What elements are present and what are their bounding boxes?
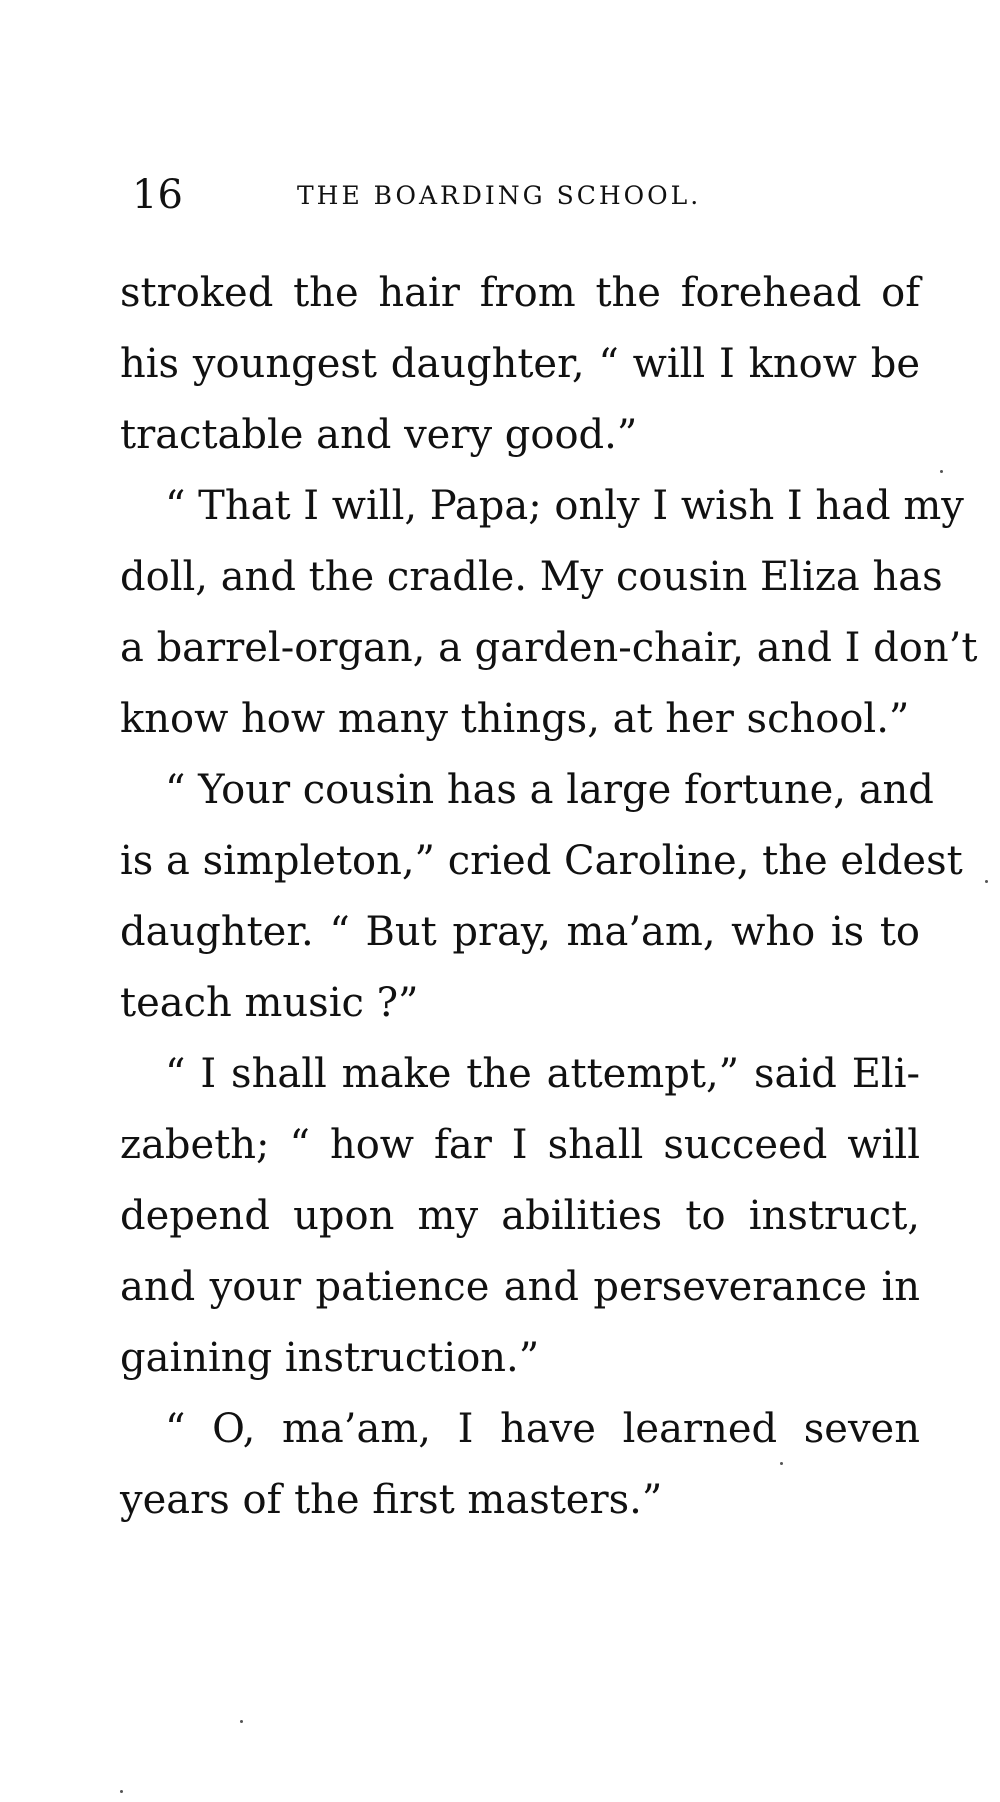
text-line: and your patience and perseverance in <box>120 1264 920 1310</box>
text-line: “ O, ma’am, I have learned seven <box>165 1406 920 1452</box>
paper-speck <box>985 880 988 883</box>
text-line: stroked the hair from the forehead of <box>120 270 920 316</box>
paper-speck <box>780 1462 783 1465</box>
text-line: know how many things, at her school.” <box>120 696 910 742</box>
text-line: a barrel-organ, a garden-chair, and I don’t <box>120 625 978 671</box>
text-line: “ That I will, Papa; only I wish I had my <box>165 483 964 529</box>
paper-speck <box>940 470 943 473</box>
text-line: his youngest daughter, “ will I know be <box>120 341 920 387</box>
page-number: 16 <box>132 172 183 218</box>
text-line: “ Your cousin has a large fortune, and <box>165 767 934 813</box>
text-line: tractable and very good.” <box>120 412 638 458</box>
text-line: zabeth; “ how far I shall succeed will <box>120 1122 920 1168</box>
text-line: gaining instruction.” <box>120 1335 540 1381</box>
text-line: doll, and the cradle. My cousin Eliza has <box>120 554 943 600</box>
text-line: depend upon my abilities to instruct, <box>120 1193 920 1239</box>
text-line: teach music ?” <box>120 980 419 1026</box>
text-line: “ I shall make the attempt,” said Eli- <box>165 1051 920 1097</box>
paper-speck <box>120 1790 123 1793</box>
running-title: THE BOARDING SCHOOL. <box>297 181 702 210</box>
paper-speck <box>240 1720 243 1723</box>
text-line: is a simpleton,” cried Caroline, the eldest <box>120 838 963 884</box>
page-header <box>132 170 772 220</box>
text-line: years of the first masters.” <box>120 1477 663 1523</box>
text-line: daughter. “ But pray, ma’am, who is to <box>120 909 920 955</box>
